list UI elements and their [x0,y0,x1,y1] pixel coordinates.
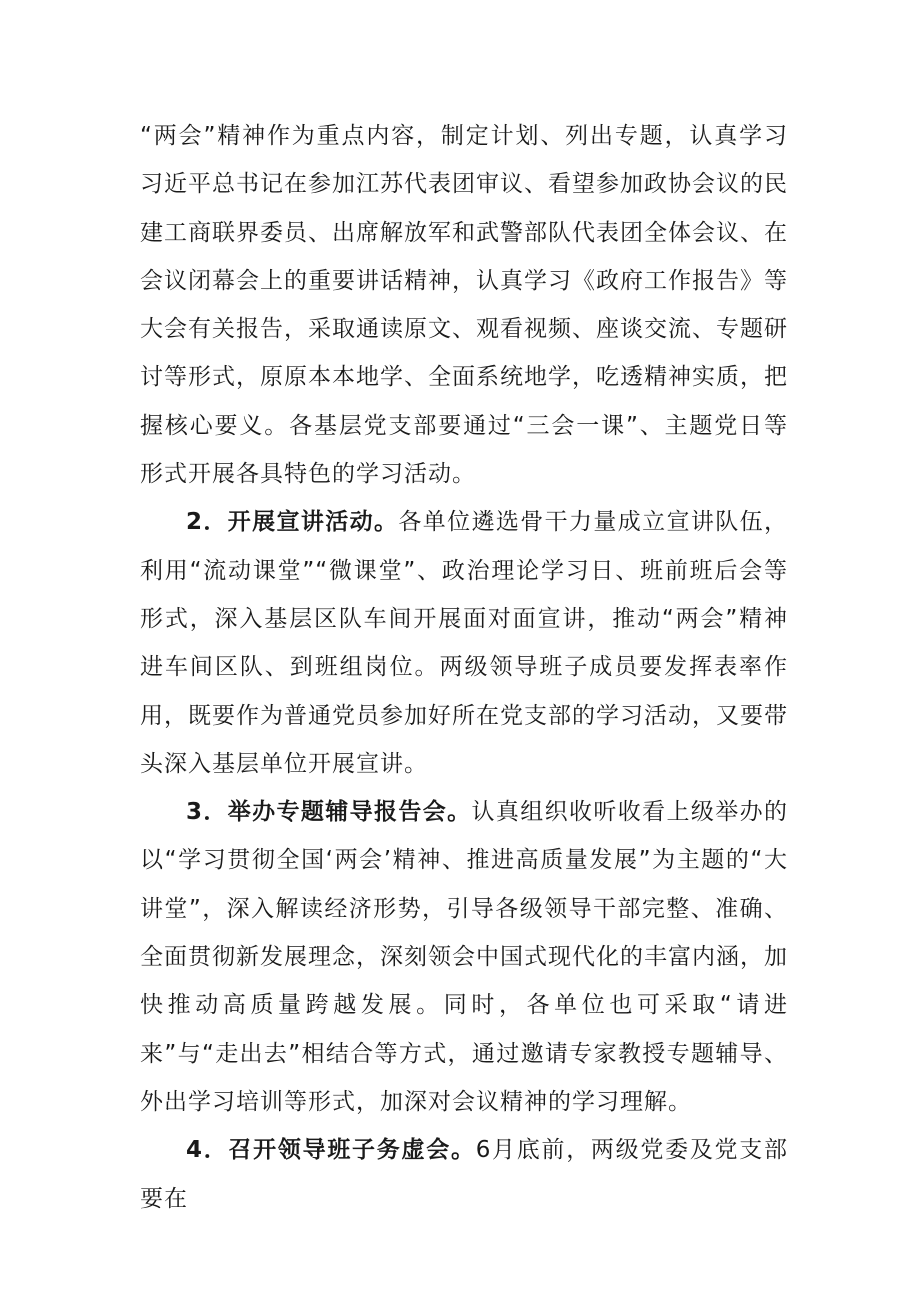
paragraph-3-text: 认真组织收听收看上级举办的以“学习贯彻全国‘两会’精神、推进高质量发展”为主题的“大讲堂”，深入解读经济形势，引导各级领导干部完整、准确、全面贯彻新发展理念，深刻领会中国式现代化的丰富内涵，加快推动高质量跨越发展。同时，各单位也可采取“请进来”与“走出去”相结合等方式，通过邀请专家教授专题辅导、外出学习培训等形式，加深对会议精神的学习理解。 [140,799,788,1115]
paragraph-3-lead: 3．举办专题辅导报告会。 [186,799,472,826]
paragraph-1-text: “两会”精神作为重点内容，制定计划、列出专题，认真学习习近平总书记在参加江苏代表团审议、看望参加政协会议的民建工商联界委员、出席解放军和武警部队代表团全体会议、在会议闭幕会上的重要讲话精神，认真学习《政府工作报告》等大会有关报告，采取通读原文、观看视频、座谈交流、专题研讨等形式，原原本本地学、全面系统地学，吃透精神实质，把握核心要义。各基层党支部要通过“三会一课”、主题党日等形式开展各具特色的学习活动。 [140,123,788,488]
paragraph-3 [140,788,788,1126]
paragraph-4 [140,1126,788,1223]
paragraph-2-text: 各单位遴选骨干力量成立宣讲队伍，利用“流动课堂”“微课堂”、政治理论学习日、班前班后会等形式，深入基层区队车间开展面对面宣讲，推动“两会”精神进车间区队、到班组岗位。两级领导班子成员要发挥表率作用，既要作为普通党员参加好所在党支部的学习活动，又要带头深入基层单位开展宣讲。 [140,509,788,777]
paragraph-1 [140,112,788,498]
paragraph-2-lead: 2．开展宣讲活动。 [186,509,399,536]
paragraph-2 [140,498,788,788]
document-body [140,112,788,1223]
paragraph-4-text: 6月底前，两级党委及党支部要在 [140,1137,788,1212]
paragraph-4-lead: 4．召开领导班子务虚会。 [186,1137,476,1164]
